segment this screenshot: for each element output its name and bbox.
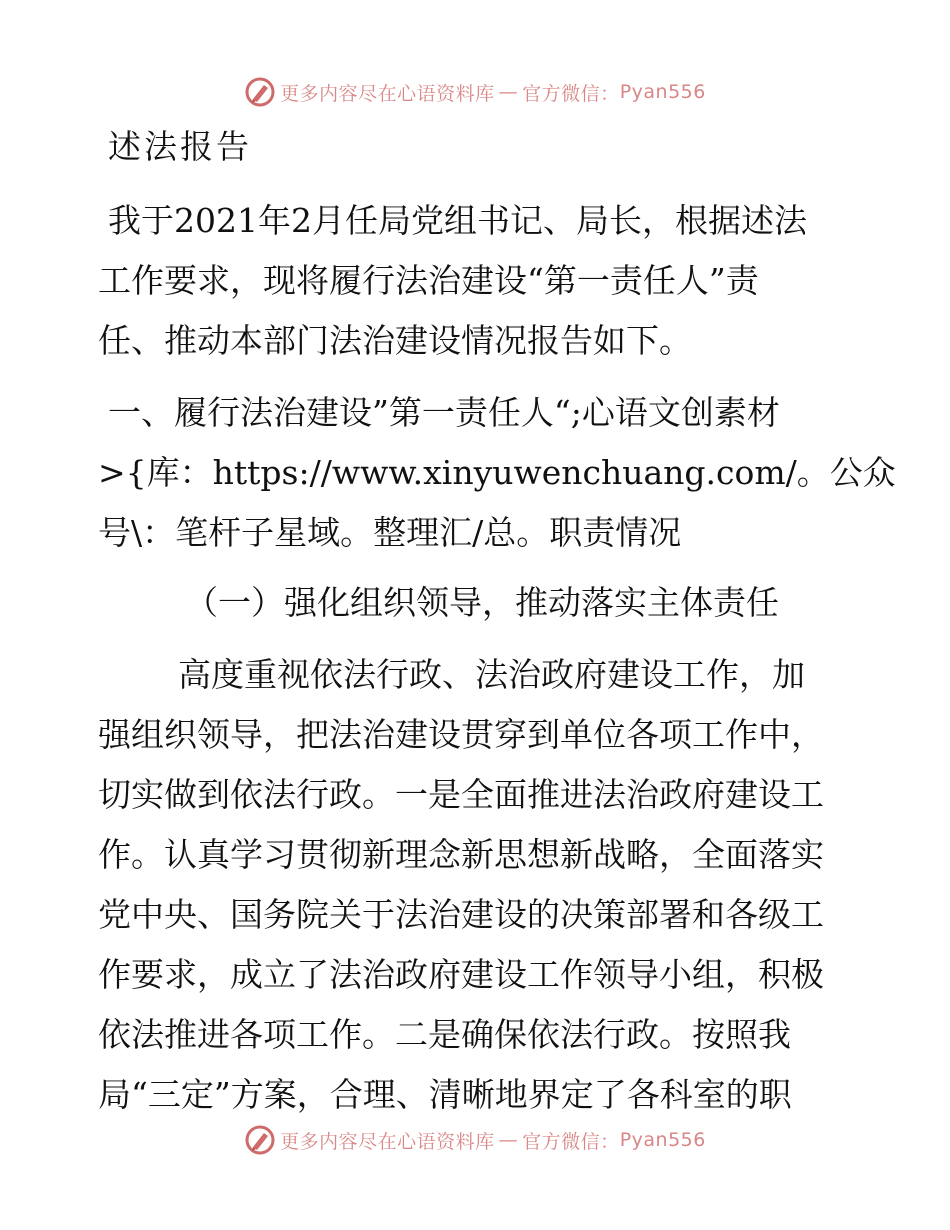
- paragraph-line: 我于2021年2月任局党组书记、局长，根据述法: [108, 201, 807, 240]
- paragraph-line: 任、推动本部门法治建设情况报告如下。: [98, 321, 692, 360]
- paragraph-line: 依法推进各项工作。二是确保依法行政。按照我: [98, 1015, 791, 1054]
- paragraph-line: 局“三定”方案，合理、清晰地界定了各科室的职: [98, 1075, 792, 1114]
- watermark-separator: —: [498, 1129, 519, 1151]
- subsection-heading: （一）强化组织领导，推动落实主体责任: [185, 583, 779, 622]
- pen-nib-logo-icon: [244, 1124, 276, 1156]
- watermark-wechat-label: 官方微信：: [522, 82, 620, 105]
- document-title: 述法报告: [108, 127, 252, 166]
- watermark-text: 更多内容尽在心语资料库: [280, 1130, 495, 1153]
- section-heading-line: 号\：笔杆子星域。整理汇/总。职责情况: [98, 513, 682, 552]
- paragraph-line: 切实做到依法行政。一是全面推进法治政府建设工: [98, 775, 824, 814]
- section-heading-line: >{库：https://www.xinyuwenchuang.com/。公众: [98, 453, 896, 492]
- paragraph-line: 作。认真学习贯彻新理念新思想新战略，全面落实: [98, 835, 824, 874]
- watermark-separator: —: [498, 81, 519, 103]
- watermark-header: [0, 72, 950, 112]
- paragraph-line: 党中央、国务院关于法治建设的决策部署和各级工: [98, 895, 824, 934]
- section-heading-line: 一、履行法治建设”第一责任人“;心语文创素材: [108, 393, 780, 432]
- watermark-wechat-id: Pyan556: [619, 1129, 706, 1151]
- watermark-text: 更多内容尽在心语资料库: [280, 82, 495, 105]
- watermark-wechat-label: 官方微信：: [522, 1130, 620, 1153]
- paragraph-line: 高度重视依法行政、法治政府建设工作，加: [178, 655, 805, 694]
- watermark-wechat-id: Pyan556: [619, 81, 706, 103]
- paragraph-line: 工作要求，现将履行法治建设“第一责任人”责: [98, 261, 759, 300]
- watermark-footer: [0, 1120, 950, 1160]
- paragraph-line: 作要求，成立了法治政府建设工作领导小组，积极: [98, 955, 824, 994]
- pen-nib-logo-icon: [244, 76, 276, 108]
- paragraph-line: 强组织领导，把法治建设贯穿到单位各项工作中，: [98, 715, 824, 754]
